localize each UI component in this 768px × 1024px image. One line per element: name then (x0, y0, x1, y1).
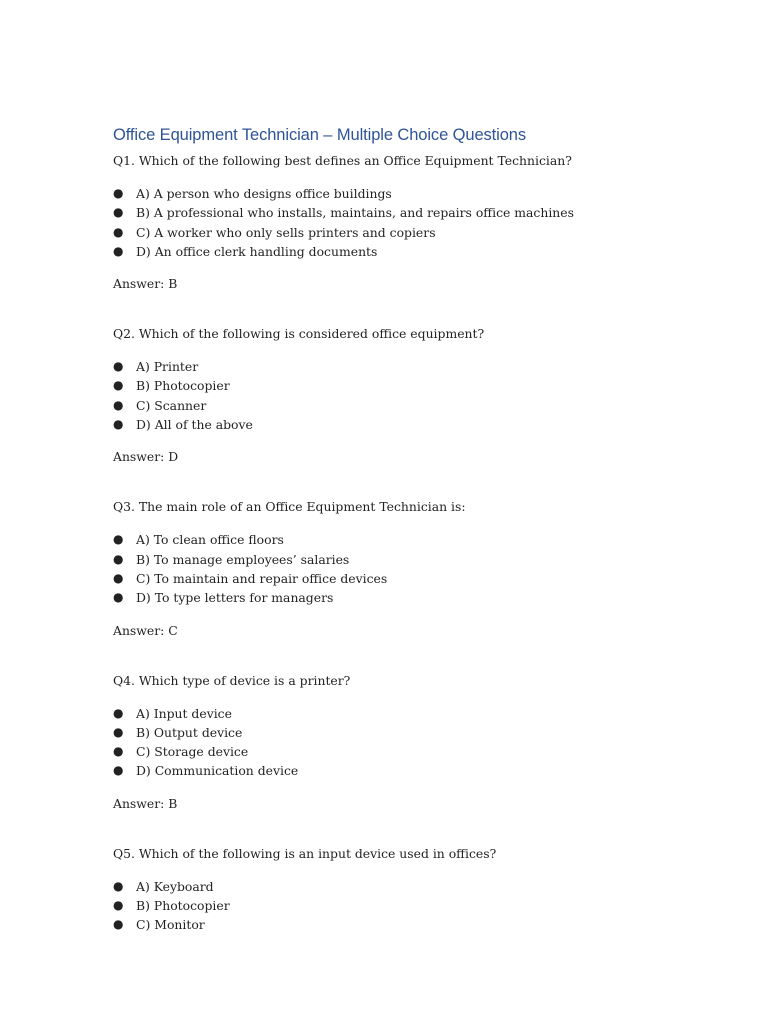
bullet-icon: ● (113, 590, 124, 605)
document-title: Office Equipment Technician – Multiple Choice Questions (113, 126, 527, 144)
answer-text: Answer: D (113, 449, 179, 465)
option-item (113, 550, 733, 569)
bullet-icon: ● (113, 224, 124, 239)
option-label: B) Photocopier (136, 898, 230, 914)
question-text: Q1. Which of the following best defines an Office Equipment Technician? (113, 153, 572, 168)
option-item (113, 203, 733, 222)
bullet-icon: ● (113, 205, 124, 220)
option-label: A) Keyboard (136, 878, 214, 894)
option-item (113, 396, 733, 415)
question-block (113, 325, 733, 465)
option-label: B) To manage employees’ salaries (136, 551, 350, 567)
option-item (113, 915, 733, 934)
option-item (113, 761, 733, 780)
bullet-icon: ● (113, 724, 124, 739)
bullet-icon: ● (113, 917, 124, 932)
question-text: Q4. Which type of device is a printer? (113, 672, 351, 688)
option-item (113, 877, 733, 896)
option-item (113, 376, 733, 395)
option-item (113, 704, 733, 723)
bullet-icon: ● (113, 878, 124, 893)
bullet-icon: ● (113, 186, 124, 200)
option-item (113, 530, 733, 549)
option-label: A) Input device (136, 705, 232, 721)
option-item (113, 896, 733, 915)
bullet-icon: ● (113, 898, 124, 913)
option-label: D) An office clerk handling documents (136, 243, 378, 259)
option-label: A) A person who designs office buildings (136, 186, 392, 201)
option-list (113, 704, 733, 781)
option-label: D) All of the above (136, 417, 253, 433)
option-label: C) Storage device (136, 744, 249, 760)
question-text: Q3. The main role of an Office Equipment Technician is: (113, 499, 466, 515)
document-body (113, 124, 733, 968)
answer-text: Answer: B (113, 276, 178, 292)
option-item (113, 723, 733, 742)
option-list (113, 357, 733, 434)
option-label: B) Output device (136, 724, 243, 740)
bullet-icon: ● (113, 551, 124, 566)
option-label: C) To maintain and repair office devices (136, 570, 388, 586)
question-block (113, 845, 733, 935)
option-item (113, 415, 733, 434)
option-label: C) Monitor (136, 917, 205, 933)
option-list (113, 530, 733, 607)
option-item (113, 569, 733, 588)
bullet-icon: ● (113, 243, 124, 258)
option-item (113, 357, 733, 376)
option-item (113, 223, 733, 242)
question-block (113, 152, 733, 292)
bullet-icon: ● (113, 359, 124, 374)
bullet-icon: ● (113, 705, 124, 720)
answer-text: Answer: B (113, 795, 178, 811)
answer-text: Answer: C (113, 622, 178, 638)
option-label: A) To clean office floors (136, 532, 284, 548)
question-text: Q2. Which of the following is considered office equipment? (113, 326, 485, 342)
question-text: Q5. Which of the following is an input device used in offices? (113, 845, 497, 861)
option-label: C) A worker who only sells printers and copiers (136, 224, 436, 240)
question-block (113, 498, 733, 638)
option-item (113, 184, 733, 203)
bullet-icon: ● (113, 532, 124, 547)
bullet-icon: ● (113, 570, 124, 585)
option-list (113, 877, 733, 935)
bullet-icon: ● (113, 397, 124, 412)
option-label: D) To type letters for managers (136, 590, 334, 606)
option-label: B) Photocopier (136, 378, 230, 394)
question-block (113, 672, 733, 812)
option-item (113, 588, 733, 607)
option-label: C) Scanner (136, 397, 207, 413)
bullet-icon: ● (113, 744, 124, 759)
option-item (113, 742, 733, 761)
option-list (113, 184, 733, 261)
option-item (113, 242, 733, 261)
bullet-icon: ● (113, 763, 124, 778)
bullet-icon: ● (113, 417, 124, 432)
option-label: D) Communication device (136, 763, 299, 779)
option-label: B) A professional who installs, maintains, and repairs office machines (136, 205, 574, 221)
bullet-icon: ● (113, 378, 124, 393)
option-label: A) Printer (136, 359, 199, 375)
